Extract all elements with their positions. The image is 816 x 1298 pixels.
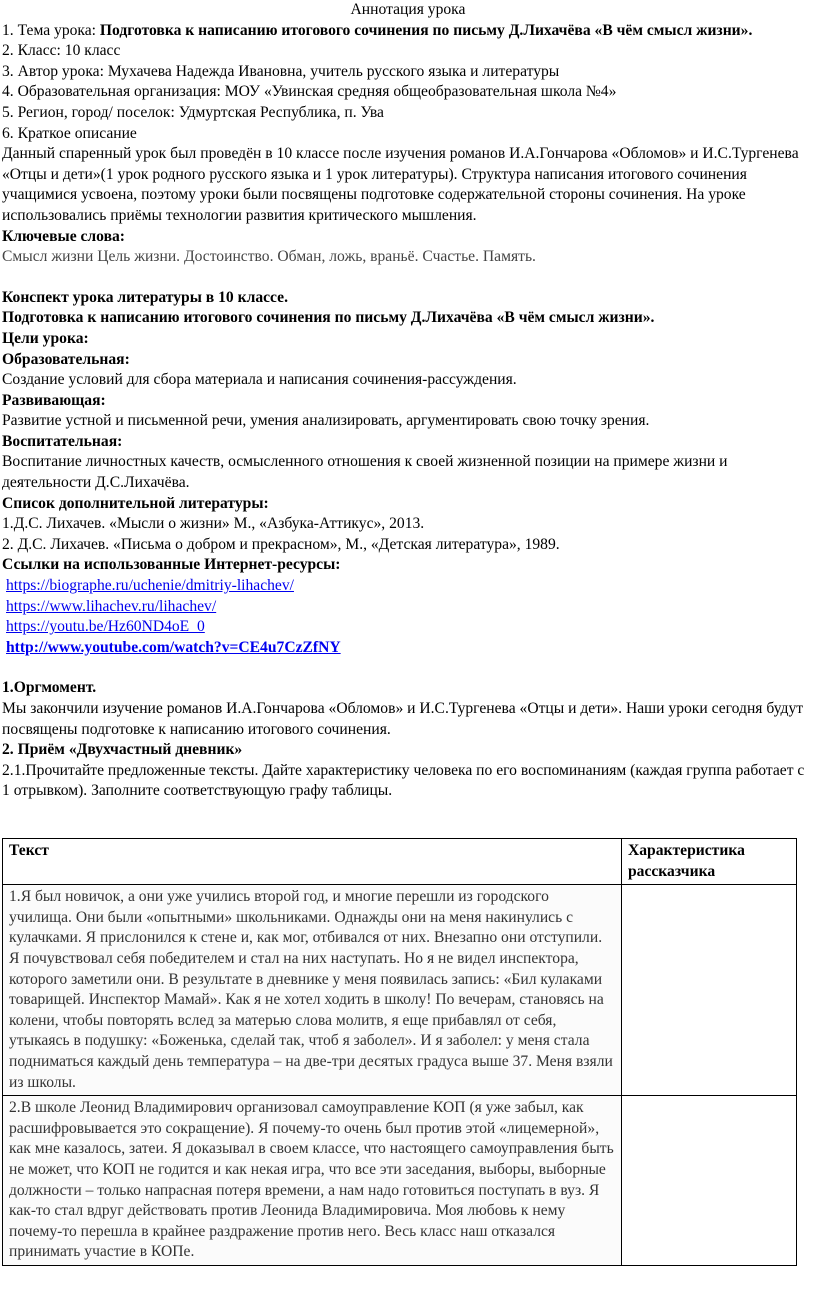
literature-item: 2. Д.С. Лихачев. «Письма о добром и прекрасном», М., «Детская литература», 1989. xyxy=(2,535,560,553)
step1-text: Мы закончили изучение романов И.А.Гончарова «Обломов» и И.С.Тургенева «Отцы и дети». Наши уроки сегодня будут посвящены подготовке к написанию итогового сочинения. xyxy=(2,700,804,738)
step2-heading: 2. Приём «Двухчастный дневник» xyxy=(2,741,243,759)
header-text: Текст xyxy=(3,839,622,885)
topic-value: Подготовка к написанию итогового сочинения по письму Д.Лихачёва «В чём смысл жизни». xyxy=(99,21,753,39)
goal-developing-title: Развивающая: xyxy=(2,391,106,409)
header-characteristic: Характеристика рассказчика xyxy=(622,839,797,885)
literature-item: 1.Д.С. Лихачев. «Мысли о жизни» М., «Азбука-Аттикус», 2013. xyxy=(2,515,425,533)
link-youtube-watch[interactable]: http://www.youtube.com/watch?v=CE4u7CzZfNY xyxy=(6,638,341,656)
summary-heading-2: Подготовка к написанию итогового сочинения по письму Д.Лихачёва «В чём смысл жизни». xyxy=(2,309,655,327)
step2-text: 2.1.Прочитайте предложенные тексты. Дайте характеристику человека по его воспоминаниям (каждая группа работает с 1 отрывком). Заполните соответствующую графу таблицы. xyxy=(2,761,805,800)
summary-heading-1: Конспект урока литературы в 10 классе. xyxy=(2,288,288,306)
annotation-region: 5. Регион, город/ поселок: Удмуртская Республика, п. Ува xyxy=(2,103,384,121)
link-youtu-be[interactable]: https://youtu.be/Hz60ND4oE_0 xyxy=(6,618,205,636)
link-biographe[interactable]: https://biographe.ru/uchenie/dmitriy-lihachev/ xyxy=(6,577,294,595)
step1-heading: 1.Оргмомент. xyxy=(2,679,97,697)
annotation-organization: 4. Образовательная организация: МОУ «Увинская средняя общеобразовательная школа №4» xyxy=(2,83,617,101)
links-heading: Ссылки на использованные Интернет-ресурсы: xyxy=(2,556,341,574)
annotation-author: 3. Автор урока: Мухачева Надежда Ивановна, учитель русского языка и литературы xyxy=(2,62,560,80)
goal-educational-title: Образовательная: xyxy=(2,350,130,368)
two-part-diary-table xyxy=(2,838,797,1266)
keywords-heading: Ключевые слова: xyxy=(2,227,125,245)
link-lihachev[interactable]: https://www.lihachev.ru/lihachev/ xyxy=(6,597,217,615)
goals-heading: Цели урока: xyxy=(2,329,89,347)
annotation-short-description-label: 6. Краткое описание xyxy=(2,124,137,142)
table-header-row xyxy=(3,839,797,885)
document-page xyxy=(2,0,814,802)
characteristic-cell[interactable] xyxy=(622,885,797,1096)
goal-upbringing-title: Воспитательная: xyxy=(2,432,123,450)
topic-label: 1. Тема урока: xyxy=(2,21,100,39)
table-row xyxy=(3,885,797,1096)
passage-text: 1.Я был новичок, а они уже учились второй год, и многие перешли из городского училища. Они были «опытными» школьниками. Однажды они на меня накинулись с кулачками. Я прислонился к стене и, как мог, отбивался от них. Внезапно они отступили. Я почувствовал себя победителем и стал на них наступать. Но я не видел инспектора, которого заметили они. В результате в дневнике у меня появилась запись: «Бил кулаками товарищей. Инспектор Мамай». Как я не хотел ходить в школу! По вечерам, становясь на колени, чтобы повторять вслед за матерью слова молитв, я еще прибавлял от себя, утыкаясь в подушку: «Боженька, сделай так, чтоб я заболел». И я заболел: у меня стала подниматься каждый день температура – на две-три десятых градуса выше 37. Меня взяли из школы. xyxy=(3,885,622,1096)
keywords-text: Смысл жизни Цель жизни. Достоинство. Обман, ложь, враньё. Счастье. Память. xyxy=(2,248,536,266)
passage-text: 2.В школе Леонид Владимирович организовал самоуправление КОП (я уже забыл, как расшифровывается это сокращение). Я почему-то очень был против этой «лицемерной», как мне казалось, затеи. Я доказывал в своем классе, что настоящего самоуправления быть не может, что КОП не годится и как некая игра, что все эти заседания, выборы, выборные должности – только напрасная потеря времени, а нам надо готовиться поступать в вуз. Я как-то стал вдруг действовать против Леонида Владимировича. Моя любовь к нему почему-то перешла в крайнее раздражение против него. Весь класс наш отказался принимать участие в КОПе. xyxy=(3,1096,622,1266)
goal-upbringing-text: Воспитание личностных качеств, осмысленного отношения к своей жизненной позиции на примере жизни и деятельности Д.С.Лихачёва. xyxy=(2,453,728,492)
goal-developing-text: Развитие устной и письменной речи, умения анализировать, аргументировать свою точку зрения. xyxy=(2,412,650,430)
annotation-grade: 2. Класс: 10 класс xyxy=(2,42,121,60)
table-row xyxy=(3,1096,797,1266)
annotation-description: Данный спаренный урок был проведён в 10 классе после изучения романов И.А.Гончарова «Обломов» и И.С.Тургенева «Отцы и дети»(1 урок родного русского языка и 1 урок литературы). Структура написания итогового сочинения учащимися усвоена, поэтому уроки были посвящены подготовке содержательной стороны сочинения. На уроке использовались приёмы технологии развития критического мышления. xyxy=(2,145,799,224)
annotation-title: Аннотация урока xyxy=(350,1,466,18)
annotation-topic xyxy=(2,21,814,42)
literature-heading: Список дополнительной литературы: xyxy=(2,494,269,512)
characteristic-cell[interactable] xyxy=(622,1096,797,1266)
goal-educational-text: Создание условий для сбора материала и написания сочинения-рассуждения. xyxy=(2,371,517,389)
